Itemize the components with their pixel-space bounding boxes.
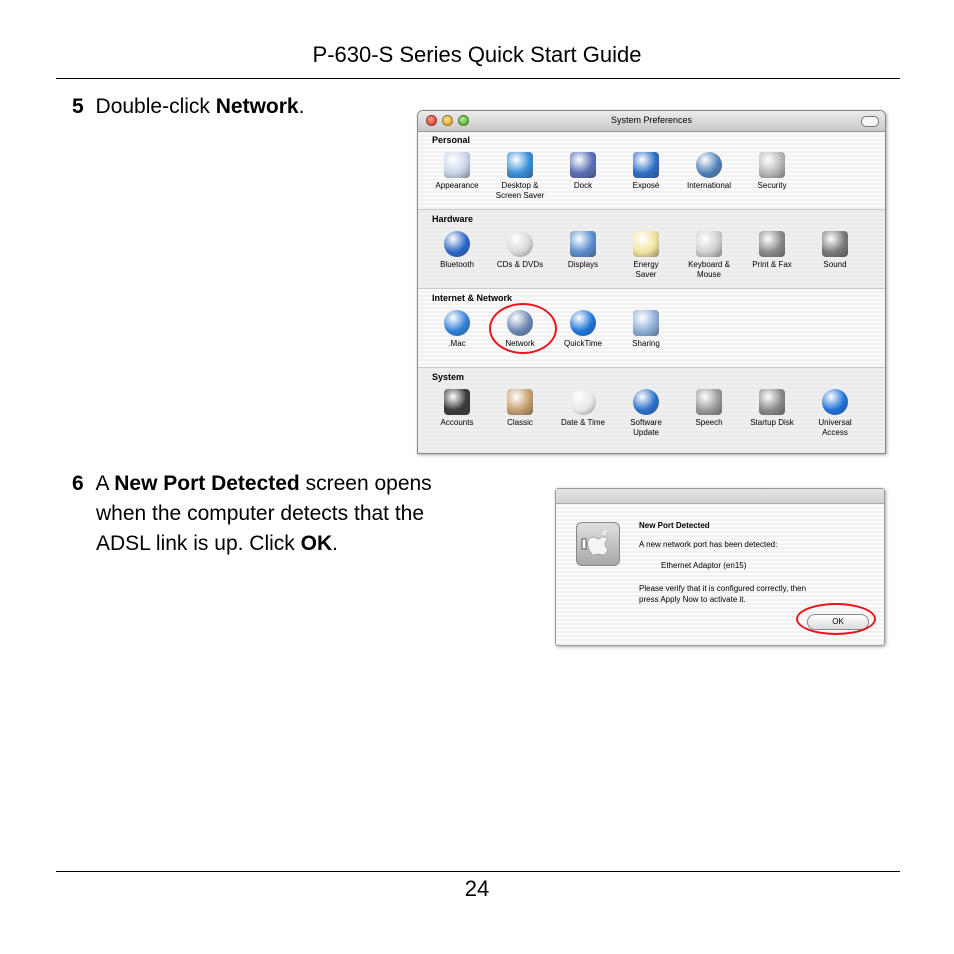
appearance-icon [444, 152, 470, 178]
network-prefs-icon [576, 522, 620, 566]
toolbar-toggle-button[interactable] [861, 116, 879, 127]
pref-label: Print & Fax [752, 260, 792, 269]
guide-title: P-630-S Series Quick Start Guide [312, 42, 642, 67]
section-label: Personal [432, 135, 471, 145]
pref-label: Keyboard & Mouse [688, 260, 730, 279]
pref-universal-access[interactable] [804, 389, 866, 438]
pref-dock[interactable] [552, 152, 614, 191]
speaker-icon [822, 231, 848, 257]
universal-access-icon [822, 389, 848, 415]
pref-label: Bluetooth [440, 260, 474, 269]
clock-icon [570, 389, 596, 415]
section-hardware [418, 209, 885, 289]
step-text: screen opens [299, 472, 432, 495]
pref-label: Accounts [440, 418, 474, 427]
page-number: 24 [464, 876, 490, 901]
expose-icon [633, 152, 659, 178]
pref-label: International [686, 181, 732, 190]
new-port-detected-dialog [555, 488, 885, 646]
house-lock-icon [759, 152, 785, 178]
pref-label: Energy Saver [633, 260, 659, 279]
cd-icon [507, 231, 533, 257]
pref-label: Sound [823, 260, 847, 269]
step-bold-text: Network [215, 95, 299, 118]
pref-security[interactable] [741, 152, 803, 191]
lightbulb-icon [633, 231, 659, 257]
apple-logo-icon [577, 523, 619, 565]
dialog-title: New Port Detected [639, 521, 710, 530]
keyboard-icon [696, 231, 722, 257]
pref-label: Sharing [632, 339, 660, 348]
dotmac-globe-icon [444, 310, 470, 336]
pref-label: QuickTime [564, 339, 602, 348]
pref-label: .Mac [448, 339, 466, 348]
step-6 [72, 469, 432, 559]
pref-date-time[interactable] [552, 389, 614, 428]
step-text: Double-click [95, 95, 216, 118]
pref-label: Universal Access [818, 418, 852, 437]
section-label: System [432, 372, 465, 382]
step-number: 6 [72, 472, 84, 495]
pref-quicktime[interactable] [552, 310, 614, 349]
pref-label: Network [505, 339, 535, 348]
ok-highlight-circle [796, 603, 876, 635]
pref-label: Speech [695, 418, 723, 427]
display-icon [570, 231, 596, 257]
pref-sound[interactable] [804, 231, 866, 270]
pref-label: CDs & DVDs [496, 260, 544, 269]
pref-label: Startup Disk [750, 418, 794, 427]
pref-sharing[interactable] [615, 310, 677, 349]
pref-software-update[interactable] [615, 389, 677, 438]
pref-cds-dvds[interactable] [489, 231, 551, 270]
pref-speech[interactable] [678, 389, 740, 428]
pref-label: Dock [573, 181, 593, 190]
step-text: . [332, 532, 338, 555]
step-number: 5 [72, 95, 84, 118]
step-text: when the computer detects that the [96, 502, 425, 525]
pref-accounts[interactable] [426, 389, 488, 428]
pref-international[interactable] [678, 152, 740, 191]
globe-flag-icon [696, 152, 722, 178]
step-text: A [95, 472, 115, 495]
pref-keyboard-mouse[interactable] [678, 231, 740, 280]
bluetooth-icon [444, 231, 470, 257]
ok-button[interactable]: OK [807, 614, 869, 630]
system-preferences-window [417, 110, 886, 454]
quicktime-icon [570, 310, 596, 336]
pref-label: Exposé [632, 181, 660, 190]
pref-label: Classic [507, 418, 533, 427]
window-titlebar [418, 111, 885, 132]
pref-label: Displays [567, 260, 599, 269]
step-bold-text: OK [300, 532, 333, 555]
pref-label: Date & Time [560, 418, 605, 427]
pref-label: Appearance [435, 181, 479, 190]
pref-label: Desktop & Screen Saver [495, 181, 545, 200]
dialog-instructions: press Apply Now to activate it. [639, 595, 746, 604]
network-highlight-circle [489, 303, 557, 354]
header-rule [56, 78, 900, 79]
pref-bluetooth[interactable] [426, 231, 488, 270]
pref-label: Security [757, 181, 787, 190]
microphone-icon [696, 389, 722, 415]
step-5 [72, 92, 304, 122]
pref-classic[interactable] [489, 389, 551, 428]
dialog-instructions: Please verify that it is configured correctly, then [639, 584, 807, 593]
desktop-icon [507, 152, 533, 178]
pref-print-fax[interactable] [741, 231, 803, 270]
pref-desktop-screen-saver[interactable] [489, 152, 551, 201]
section-label: Internet & Network [432, 293, 513, 303]
section-system [418, 367, 885, 454]
pref-label: Software Update [630, 418, 662, 437]
dock-icon [570, 152, 596, 178]
printer-icon [759, 231, 785, 257]
pref-appearance[interactable] [426, 152, 488, 191]
pref-energy-saver[interactable] [615, 231, 677, 280]
step-bold-text: New Port Detected [114, 472, 300, 495]
classic-icon [507, 389, 533, 415]
pref-expos[interactable] [615, 152, 677, 191]
section-label: Hardware [432, 214, 474, 224]
dialog-port-name: Ethernet Adaptor (en15) [661, 561, 747, 570]
disk-icon [759, 389, 785, 415]
window-title: System Preferences [610, 115, 693, 125]
footer-rule [56, 871, 900, 872]
software-update-icon [633, 389, 659, 415]
pref-displays[interactable] [552, 231, 614, 270]
accounts-icon [444, 389, 470, 415]
step-text: ADSL link is up. Click [96, 532, 301, 555]
dialog-message: A new network port has been detected: [639, 540, 778, 549]
section-personal [418, 131, 885, 209]
sharing-folder-icon [633, 310, 659, 336]
step-text: . [298, 95, 305, 118]
pref-mac[interactable] [426, 310, 488, 349]
dialog-titlebar [556, 489, 884, 504]
pref-startup-disk[interactable] [741, 389, 803, 428]
